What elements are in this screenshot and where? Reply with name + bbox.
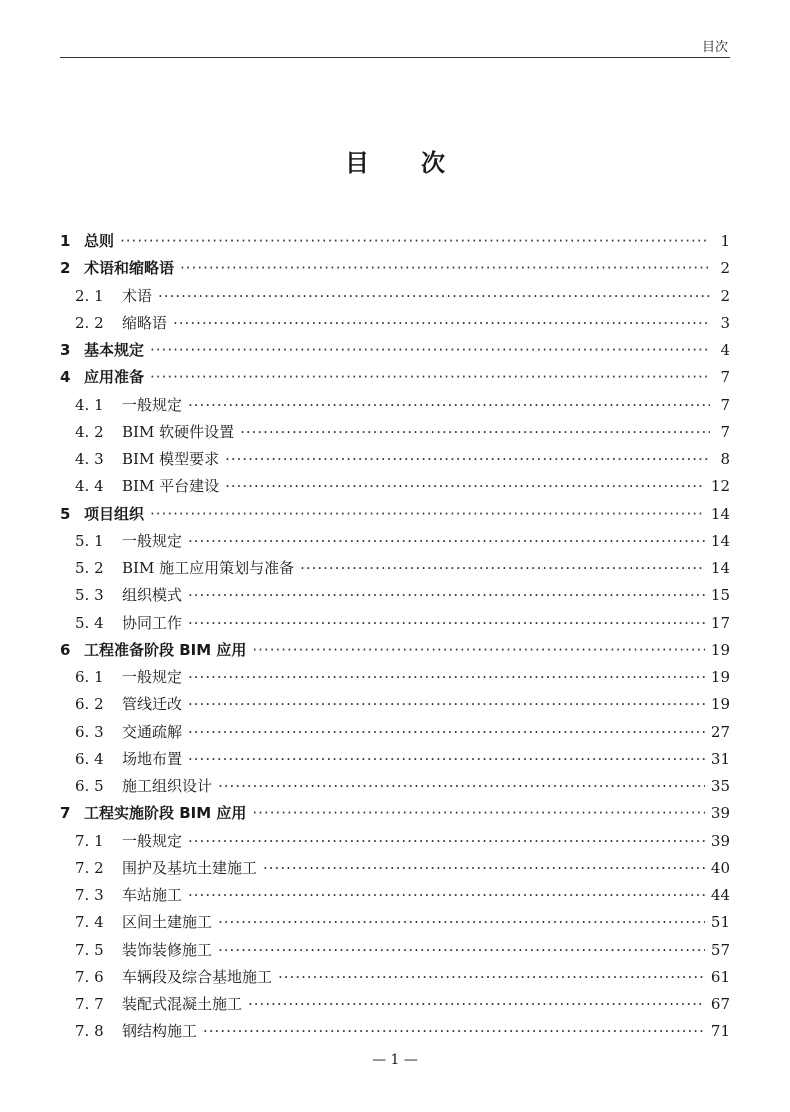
toc-entry-page: 19 [710, 640, 730, 659]
toc-dot-leader [173, 310, 710, 337]
toc-section-entry[interactable] [60, 610, 730, 637]
toc-entry-number: 6 [60, 640, 71, 659]
toc-entry-page: 14 [710, 559, 730, 577]
toc-entry-label: 钢结构施工 [122, 1022, 198, 1041]
toc-dot-leader [188, 719, 705, 746]
toc-entry-number: 6. 1 [75, 668, 104, 686]
toc-entry-page: 15 [710, 586, 730, 605]
toc-chapter-entry[interactable] [60, 228, 730, 255]
toc-entry-label: 车辆段及综合基地施工 [122, 967, 273, 986]
toc-entry-number: 7. 1 [75, 831, 104, 850]
toc-section-entry[interactable] [60, 582, 730, 609]
toc-entry-label: 装饰装修施工 [122, 940, 213, 959]
toc-entry-page: 8 [720, 450, 730, 468]
toc-dot-leader [218, 773, 705, 800]
toc-entry-page: 27 [710, 722, 730, 741]
toc-entry-page: 19 [710, 668, 730, 686]
toc-dot-leader [180, 255, 710, 282]
toc-dot-leader [203, 1018, 705, 1045]
toc-section-entry[interactable] [60, 937, 730, 964]
toc-dot-leader [300, 555, 705, 582]
table-of-contents [60, 228, 730, 1046]
toc-section-entry[interactable] [60, 555, 730, 582]
toc-entry-label: 一般规定 [122, 831, 183, 850]
toc-dot-leader [188, 882, 705, 909]
toc-dot-leader [188, 392, 710, 419]
toc-entry-number: 7. 4 [75, 913, 104, 932]
toc-chapter-entry[interactable] [60, 501, 730, 528]
toc-chapter-entry[interactable] [60, 337, 730, 364]
toc-entry-number: 5. 2 [75, 559, 104, 577]
toc-entry-number: 7. 5 [75, 940, 104, 959]
toc-chapter-entry[interactable] [60, 364, 730, 391]
toc-entry-number: 7. 8 [75, 1022, 104, 1041]
toc-entry-page: 4 [720, 341, 730, 359]
toc-entry-number: 7. 3 [75, 886, 104, 904]
toc-dot-leader [150, 337, 710, 364]
toc-entry-number: 6. 2 [75, 695, 104, 714]
page-number: — 1 — [372, 1052, 418, 1068]
toc-entry-label: 施工组织设计 [122, 777, 213, 795]
toc-entry-page: 2 [720, 259, 730, 278]
toc-entry-label: BIM 平台建设 [122, 477, 220, 496]
toc-section-entry[interactable] [60, 991, 730, 1018]
toc-entry-number: 5 [60, 504, 71, 523]
toc-entry-number: 5. 3 [75, 586, 104, 605]
toc-entry-number: 2 [60, 259, 71, 278]
toc-entry-label: 交通疏解 [122, 722, 183, 741]
page-title: 目次 [345, 149, 497, 177]
toc-chapter-entry[interactable] [60, 255, 730, 282]
toc-entry-label: 一般规定 [122, 668, 183, 686]
toc-entry-page: 39 [710, 831, 730, 850]
toc-entry-number: 3 [60, 341, 71, 359]
toc-entry-label: 工程准备阶段 BIM 应用 [84, 640, 247, 659]
toc-entry-label: BIM 施工应用策划与准备 [122, 559, 295, 577]
toc-entry-page: 7 [720, 395, 730, 414]
toc-dot-leader [188, 746, 705, 773]
toc-dot-leader [252, 637, 705, 664]
toc-dot-leader [120, 228, 710, 255]
toc-entry-number: 4. 2 [75, 422, 104, 441]
toc-chapter-entry[interactable] [60, 637, 730, 664]
toc-dot-leader [188, 528, 705, 555]
running-header: 目次 [701, 40, 728, 55]
toc-dot-leader [225, 473, 705, 500]
toc-dot-leader [150, 364, 710, 391]
toc-entry-page: 7 [720, 422, 730, 441]
toc-entry-label: 装配式混凝土施工 [122, 995, 243, 1013]
toc-section-entry[interactable] [60, 310, 730, 337]
toc-entry-number: 4. 3 [75, 450, 104, 468]
toc-section-entry[interactable] [60, 528, 730, 555]
toc-entry-label: 总则 [84, 232, 115, 250]
toc-dot-leader [248, 991, 705, 1018]
toc-entry-number: 4. 1 [75, 395, 104, 414]
toc-dot-leader [278, 964, 705, 991]
toc-entry-number: 4. 4 [75, 477, 104, 496]
toc-dot-leader [188, 828, 705, 855]
toc-dot-leader [225, 446, 710, 473]
toc-entry-page: 40 [710, 858, 730, 877]
toc-entry-label: 缩略语 [122, 313, 168, 332]
toc-section-entry[interactable] [60, 664, 730, 691]
toc-section-entry[interactable] [60, 446, 730, 473]
toc-section-entry[interactable] [60, 882, 730, 909]
toc-entry-page: 17 [710, 613, 730, 632]
toc-entry-label: 一般规定 [122, 395, 183, 414]
toc-entry-label: 应用准备 [84, 368, 145, 387]
toc-section-entry[interactable] [60, 1018, 730, 1045]
toc-entry-label: BIM 软硬件设置 [122, 422, 235, 441]
toc-entry-number: 6. 4 [75, 749, 104, 768]
toc-entry-label: 术语 [122, 286, 153, 305]
toc-entry-page: 57 [710, 940, 730, 959]
toc-entry-page: 67 [710, 995, 730, 1013]
toc-section-entry[interactable] [60, 473, 730, 500]
toc-dot-leader [188, 610, 705, 637]
toc-dot-leader [188, 691, 705, 718]
toc-section-entry[interactable] [60, 392, 730, 419]
toc-entry-page: 14 [710, 531, 730, 550]
toc-entry-label: 管线迁改 [122, 695, 183, 714]
toc-entry-page: 2 [720, 286, 730, 305]
toc-dot-leader [252, 800, 705, 827]
toc-entry-label: 组织模式 [122, 586, 183, 605]
toc-entry-page: 61 [710, 967, 730, 986]
toc-section-entry[interactable] [60, 746, 730, 773]
toc-dot-leader [188, 664, 705, 691]
toc-entry-number: 7. 2 [75, 858, 104, 877]
toc-dot-leader [263, 855, 705, 882]
toc-entry-page: 14 [710, 504, 730, 523]
toc-chapter-entry[interactable] [60, 800, 730, 827]
toc-entry-page: 71 [710, 1022, 730, 1041]
toc-entry-number: 4 [60, 368, 71, 387]
toc-entry-number: 2. 1 [75, 286, 104, 305]
toc-dot-leader [240, 419, 710, 446]
toc-entry-number: 2. 2 [75, 313, 104, 332]
toc-entry-number: 7. 6 [75, 967, 104, 986]
toc-entry-label: 车站施工 [122, 886, 183, 904]
toc-entry-page: 44 [710, 886, 730, 904]
toc-entry-label: BIM 模型要求 [122, 450, 220, 468]
toc-dot-leader [188, 582, 705, 609]
toc-entry-number: 7. 7 [75, 995, 104, 1013]
toc-section-entry[interactable] [60, 828, 730, 855]
toc-entry-page: 12 [710, 477, 730, 496]
toc-section-entry[interactable] [60, 855, 730, 882]
toc-entry-label: 场地布置 [122, 749, 183, 768]
toc-entry-page: 31 [710, 749, 730, 768]
toc-section-entry[interactable] [60, 773, 730, 800]
toc-dot-leader [218, 909, 705, 936]
toc-section-entry[interactable] [60, 909, 730, 936]
toc-entry-page: 19 [710, 695, 730, 714]
toc-entry-label: 一般规定 [122, 531, 183, 550]
toc-section-entry[interactable] [60, 283, 730, 310]
toc-section-entry[interactable] [60, 719, 730, 746]
toc-entry-page: 35 [710, 777, 730, 795]
header-rule [60, 57, 730, 58]
toc-entry-label: 区间土建施工 [122, 913, 213, 932]
toc-entry-label: 术语和缩略语 [84, 259, 175, 278]
toc-dot-leader [218, 937, 705, 964]
toc-section-entry[interactable] [60, 691, 730, 718]
toc-entry-number: 6. 5 [75, 777, 104, 795]
toc-entry-number: 7 [60, 804, 71, 823]
toc-entry-label: 工程实施阶段 BIM 应用 [84, 804, 247, 823]
toc-entry-number: 1 [60, 232, 71, 250]
toc-entry-page: 51 [710, 913, 730, 932]
toc-entry-label: 项目组织 [84, 504, 145, 523]
toc-entry-label: 围护及基坑土建施工 [122, 858, 258, 877]
toc-entry-label: 协同工作 [122, 613, 183, 632]
toc-dot-leader [150, 501, 705, 528]
toc-entry-page: 3 [720, 313, 730, 332]
toc-entry-page: 7 [720, 368, 730, 387]
toc-dot-leader [158, 283, 710, 310]
toc-section-entry[interactable] [60, 964, 730, 991]
toc-entry-number: 5. 4 [75, 613, 104, 632]
toc-entry-page: 39 [710, 804, 730, 823]
toc-entry-page: 1 [720, 232, 730, 250]
toc-section-entry[interactable] [60, 419, 730, 446]
toc-entry-number: 5. 1 [75, 531, 104, 550]
toc-entry-label: 基本规定 [84, 341, 145, 359]
toc-entry-number: 6. 3 [75, 722, 104, 741]
